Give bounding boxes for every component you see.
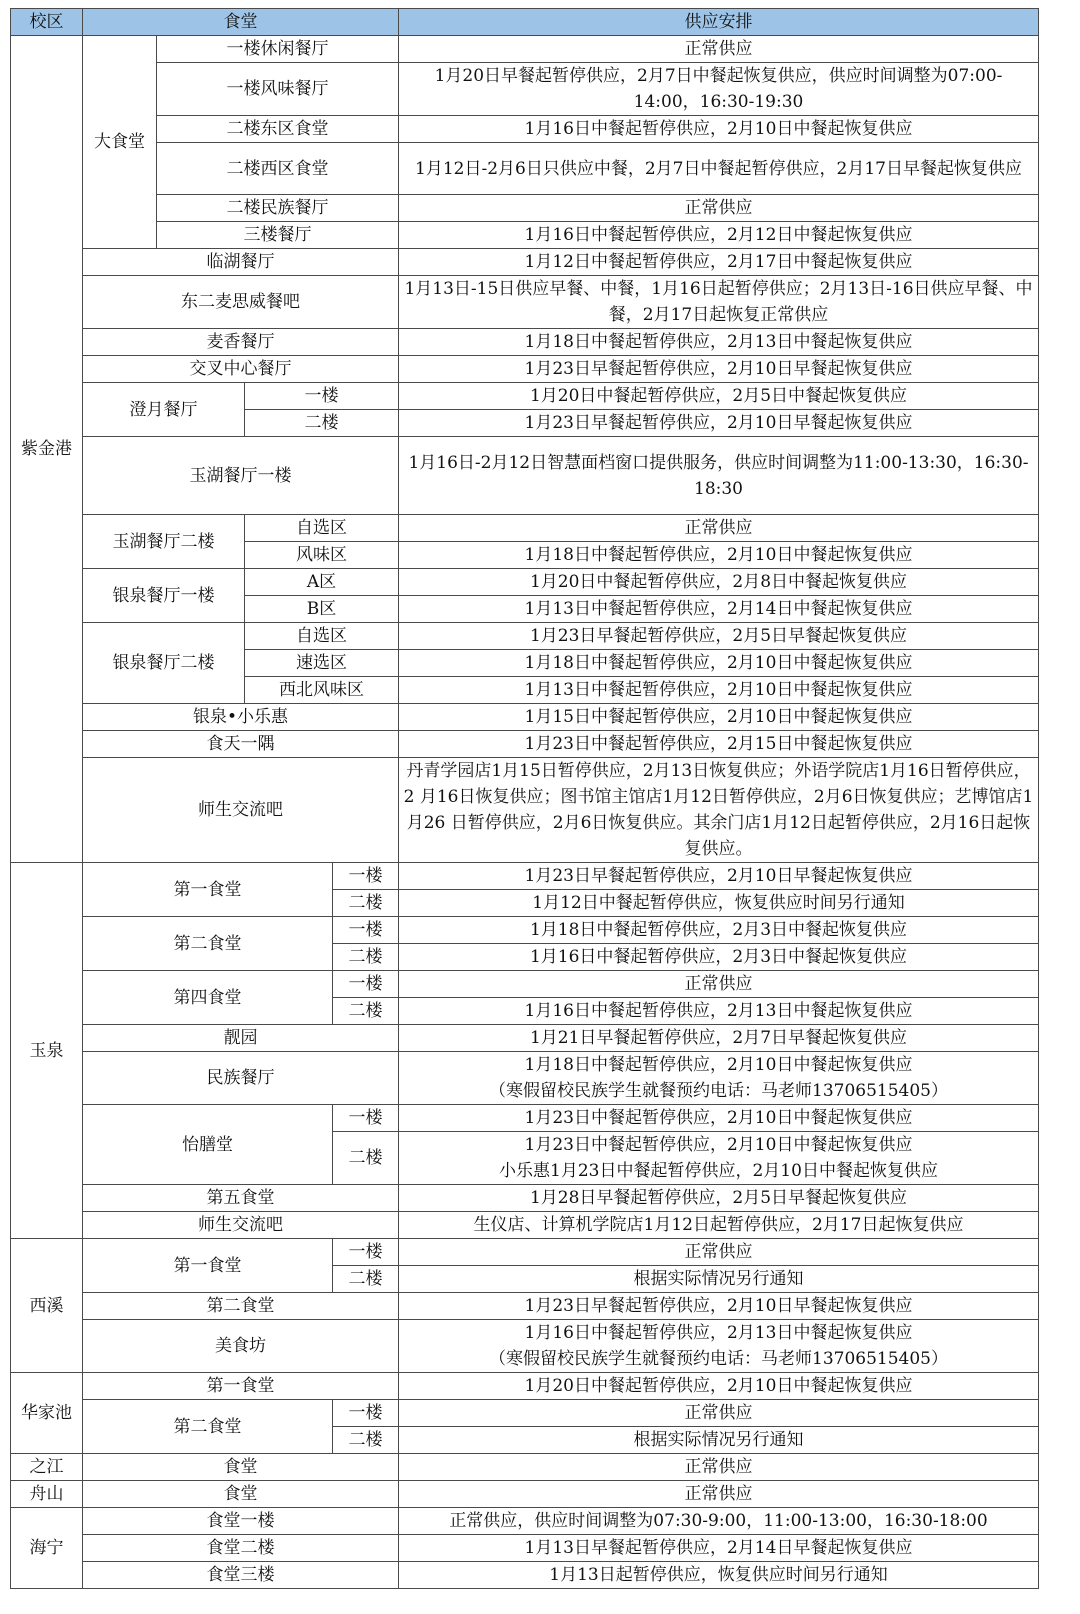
campus-cell: 西溪 (11, 1239, 83, 1373)
canteen-cell: 师生交流吧 (83, 1212, 399, 1239)
schedule-cell: 1月23日早餐起暂停供应，2月5日早餐起恢复供应 (399, 623, 1039, 650)
canteen-cell: 食堂三楼 (83, 1562, 399, 1589)
canteen-header: 食堂 (83, 9, 399, 36)
sub-area-cell: 一楼 (333, 917, 399, 944)
schedule-cell: 1月21日早餐起暂停供应，2月7日早餐起恢复供应 (399, 1025, 1039, 1052)
schedule-cell: 1月12日中餐起暂停供应，恢复供应时间另行通知 (399, 890, 1039, 917)
schedule-cell: 1月16日中餐起暂停供应，2月13日中餐起恢复供应 (399, 998, 1039, 1025)
schedule-cell: 1月13日起暂停供应，恢复供应时间另行通知 (399, 1562, 1039, 1589)
table-row (11, 1185, 1039, 1212)
sub-area-cell: 速选区 (245, 650, 399, 677)
canteen-cell: 食堂二楼 (83, 1535, 399, 1562)
schedule-cell: 1月18日中餐起暂停供应，2月13日中餐起恢复供应 (399, 329, 1039, 356)
sub-area-cell: 西北风味区 (245, 677, 399, 704)
table-row (11, 1373, 1039, 1400)
table-row (11, 1105, 1039, 1132)
schedule-cell: 1月23日中餐起暂停供应，2月10日中餐起恢复供应 (399, 1105, 1039, 1132)
schedule-cell: 1月23日早餐起暂停供应，2月10日早餐起恢复供应 (399, 1293, 1039, 1320)
sub-area-cell: 二楼西区食堂 (157, 143, 399, 195)
canteen-cell: 食堂 (83, 1454, 399, 1481)
schedule-cell: 1月16日-2月12日智慧面档窗口提供服务，供应时间调整为11:00-13:30，16:30-18:30 (399, 437, 1039, 515)
canteen-cell: 第一食堂 (83, 863, 333, 917)
canteen-cell: 第二食堂 (83, 1400, 333, 1454)
table-row (11, 758, 1039, 863)
canteen-cell: 澄月餐厅 (83, 383, 245, 437)
table-row (11, 1212, 1039, 1239)
sub-area-cell: 自选区 (245, 623, 399, 650)
table-row (11, 917, 1039, 944)
schedule-cell: 正常供应 (399, 1481, 1039, 1508)
table-row (11, 731, 1039, 758)
canteen-schedule-table (10, 8, 1039, 1589)
table-row (11, 222, 1039, 249)
schedule-cell: 1月20日中餐起暂停供应，2月5日中餐起恢复供应 (399, 383, 1039, 410)
table-row (11, 383, 1039, 410)
sub-area-cell: 二楼 (333, 1266, 399, 1293)
canteen-cell: 临湖餐厅 (83, 249, 399, 276)
schedule-cell: 正常供应，供应时间调整为07:30-9:00，11:00-13:00，16:30-18:00 (399, 1508, 1039, 1535)
campus-cell: 之江 (11, 1454, 83, 1481)
schedule-cell: 1月13日早餐起暂停供应，2月14日早餐起恢复供应 (399, 1535, 1039, 1562)
table-row (11, 437, 1039, 515)
canteen-cell: 第五食堂 (83, 1185, 399, 1212)
campus-cell: 华家池 (11, 1373, 83, 1454)
sub-area-cell: 二楼 (333, 1132, 399, 1185)
schedule-cell: 正常供应 (399, 515, 1039, 542)
schedule-cell: 1月16日中餐起暂停供应，2月10日中餐起恢复供应 (399, 116, 1039, 143)
schedule-cell: 1月18日中餐起暂停供应，2月10日中餐起恢复供应 (399, 542, 1039, 569)
table-row (11, 704, 1039, 731)
table-row (11, 143, 1039, 195)
table-row (11, 1454, 1039, 1481)
sub-area-cell: A区 (245, 569, 399, 596)
canteen-cell: 银泉餐厅一楼 (83, 569, 245, 623)
canteen-cell: 怡膳堂 (83, 1105, 333, 1185)
canteen-cell: 美食坊 (83, 1320, 399, 1373)
schedule-cell: 1月20日早餐起暂停供应，2月7日中餐起恢复供应，供应时间调整为07:00-14:00，16:30-19:30 (399, 63, 1039, 116)
canteen-cell: 第一食堂 (83, 1373, 399, 1400)
sub-area-cell: 一楼 (333, 1400, 399, 1427)
schedule-cell: 正常供应 (399, 195, 1039, 222)
schedule-cell: 1月20日中餐起暂停供应，2月8日中餐起恢复供应 (399, 569, 1039, 596)
schedule-cell: 1月13日中餐起暂停供应，2月14日中餐起恢复供应 (399, 596, 1039, 623)
canteen-cell: 大食堂 (83, 36, 157, 249)
table-row (11, 1400, 1039, 1427)
table-row (11, 249, 1039, 276)
schedule-cell: 1月23日中餐起暂停供应，2月10日中餐起恢复供应 小乐惠1月23日中餐起暂停供应，2月10日中餐起恢复供应 (399, 1132, 1039, 1185)
table-row (11, 1535, 1039, 1562)
table-row (11, 329, 1039, 356)
schedule-cell: 正常供应 (399, 1454, 1039, 1481)
schedule-cell: 1月13日中餐起暂停供应，2月10日中餐起恢复供应 (399, 677, 1039, 704)
schedule-cell: 正常供应 (399, 1400, 1039, 1427)
schedule-cell: 1月16日中餐起暂停供应，2月13日中餐起恢复供应 （寒假留校民族学生就餐预约电话：马老师13706515405） (399, 1320, 1039, 1373)
campus-cell: 舟山 (11, 1481, 83, 1508)
schedule-cell: 1月28日早餐起暂停供应，2月5日早餐起恢复供应 (399, 1185, 1039, 1212)
table-row (11, 1293, 1039, 1320)
sub-area-cell: 一楼 (333, 863, 399, 890)
canteen-cell: 民族餐厅 (83, 1052, 399, 1105)
table-row (11, 116, 1039, 143)
canteen-cell: 食堂一楼 (83, 1508, 399, 1535)
canteen-cell: 东二麦思威餐吧 (83, 276, 399, 329)
canteen-cell: 食堂 (83, 1481, 399, 1508)
canteen-cell: 玉湖餐厅二楼 (83, 515, 245, 569)
schedule-cell: 1月23日早餐起暂停供应，2月10日早餐起恢复供应 (399, 410, 1039, 437)
schedule-cell: 1月12日中餐起暂停供应，2月17日中餐起恢复供应 (399, 249, 1039, 276)
schedule-cell: 正常供应 (399, 36, 1039, 63)
table-row (11, 569, 1039, 596)
table-row (11, 1508, 1039, 1535)
canteen-cell: 师生交流吧 (83, 758, 399, 863)
sub-area-cell: 一楼 (333, 1239, 399, 1266)
schedule-cell: 1月12日-2月6日只供应中餐，2月7日中餐起暂停供应，2月17日早餐起恢复供应 (399, 143, 1039, 195)
table-row (11, 1052, 1039, 1105)
schedule-cell: 1月23日早餐起暂停供应，2月10日早餐起恢复供应 (399, 356, 1039, 383)
schedule-cell: 1月16日中餐起暂停供应，2月12日中餐起恢复供应 (399, 222, 1039, 249)
schedule-cell: 根据实际情况另行通知 (399, 1427, 1039, 1454)
sub-area-cell: 二楼 (333, 944, 399, 971)
table-row (11, 863, 1039, 890)
table-row (11, 515, 1039, 542)
sub-area-cell: 风味区 (245, 542, 399, 569)
canteen-cell: 第四食堂 (83, 971, 333, 1025)
schedule-cell: 1月18日中餐起暂停供应，2月10日中餐起恢复供应 （寒假留校民族学生就餐预约电话：马老师13706515405） (399, 1052, 1039, 1105)
sub-area-cell: 自选区 (245, 515, 399, 542)
table-row (11, 1481, 1039, 1508)
canteen-cell: 第二食堂 (83, 917, 333, 971)
campus-header: 校区 (11, 9, 83, 36)
canteen-cell: 第一食堂 (83, 1239, 333, 1293)
schedule-header: 供应安排 (399, 9, 1039, 36)
sub-area-cell: 一楼风味餐厅 (157, 63, 399, 116)
schedule-cell: 丹青学园店1月15日暂停供应，2月13日恢复供应；外语学院店1月16日暂停供应，2 月16日恢复供应；图书馆主馆店1月12日暂停供应，2月6日恢复供应；艺博馆店1月26 日暂停供应，2月6日恢复供应。其余门店1月12日起暂停供应，2月16日起恢复供应。 (399, 758, 1039, 863)
sub-area-cell: 一楼 (333, 971, 399, 998)
table-row (11, 356, 1039, 383)
table-row (11, 623, 1039, 650)
canteen-cell: 第二食堂 (83, 1293, 399, 1320)
canteen-cell: 麦香餐厅 (83, 329, 399, 356)
table-row (11, 1320, 1039, 1373)
canteen-cell: 玉湖餐厅一楼 (83, 437, 399, 515)
schedule-cell: 生仪店、计算机学院店1月12日起暂停供应，2月17日起恢复供应 (399, 1212, 1039, 1239)
sub-area-cell: 二楼 (333, 998, 399, 1025)
schedule-cell: 根据实际情况另行通知 (399, 1266, 1039, 1293)
canteen-cell: 食天一隅 (83, 731, 399, 758)
schedule-cell: 正常供应 (399, 1239, 1039, 1266)
sub-area-cell: 一楼 (333, 1105, 399, 1132)
table-row (11, 1562, 1039, 1589)
sub-area-cell: 二楼 (333, 1427, 399, 1454)
table-row (11, 195, 1039, 222)
table-row (11, 276, 1039, 329)
table-row (11, 971, 1039, 998)
schedule-cell: 1月20日中餐起暂停供应，2月10日中餐起恢复供应 (399, 1373, 1039, 1400)
sub-area-cell: 一楼 (245, 383, 399, 410)
canteen-cell: 交叉中心餐厅 (83, 356, 399, 383)
schedule-cell: 正常供应 (399, 971, 1039, 998)
schedule-cell: 1月23日早餐起暂停供应，2月10日早餐起恢复供应 (399, 863, 1039, 890)
table-row (11, 36, 1039, 63)
schedule-cell: 1月15日中餐起暂停供应，2月10日中餐起恢复供应 (399, 704, 1039, 731)
sub-area-cell: B区 (245, 596, 399, 623)
sub-area-cell: 二楼 (333, 890, 399, 917)
schedule-cell: 1月23日中餐起暂停供应，2月15日中餐起恢复供应 (399, 731, 1039, 758)
sub-area-cell: 三楼餐厅 (157, 222, 399, 249)
canteen-cell: 银泉•小乐惠 (83, 704, 399, 731)
table-row (11, 1025, 1039, 1052)
canteen-cell: 银泉餐厅二楼 (83, 623, 245, 704)
schedule-cell: 1月16日中餐起暂停供应，2月3日中餐起恢复供应 (399, 944, 1039, 971)
sub-area-cell: 二楼 (245, 410, 399, 437)
sub-area-cell: 一楼休闲餐厅 (157, 36, 399, 63)
sub-area-cell: 二楼东区食堂 (157, 116, 399, 143)
campus-cell: 玉泉 (11, 863, 83, 1239)
campus-cell: 紫金港 (11, 36, 83, 863)
table-row (11, 1239, 1039, 1266)
campus-cell: 海宁 (11, 1508, 83, 1589)
schedule-cell: 1月13日-15日供应早餐、中餐，1月16日起暂停供应；2月13日-16日供应早餐、中餐，2月17日起恢复正常供应 (399, 276, 1039, 329)
schedule-cell: 1月18日中餐起暂停供应，2月10日中餐起恢复供应 (399, 650, 1039, 677)
sub-area-cell: 二楼民族餐厅 (157, 195, 399, 222)
canteen-cell: 靓园 (83, 1025, 399, 1052)
table-row (11, 63, 1039, 116)
header-row (11, 9, 1039, 36)
schedule-cell: 1月18日中餐起暂停供应，2月3日中餐起恢复供应 (399, 917, 1039, 944)
